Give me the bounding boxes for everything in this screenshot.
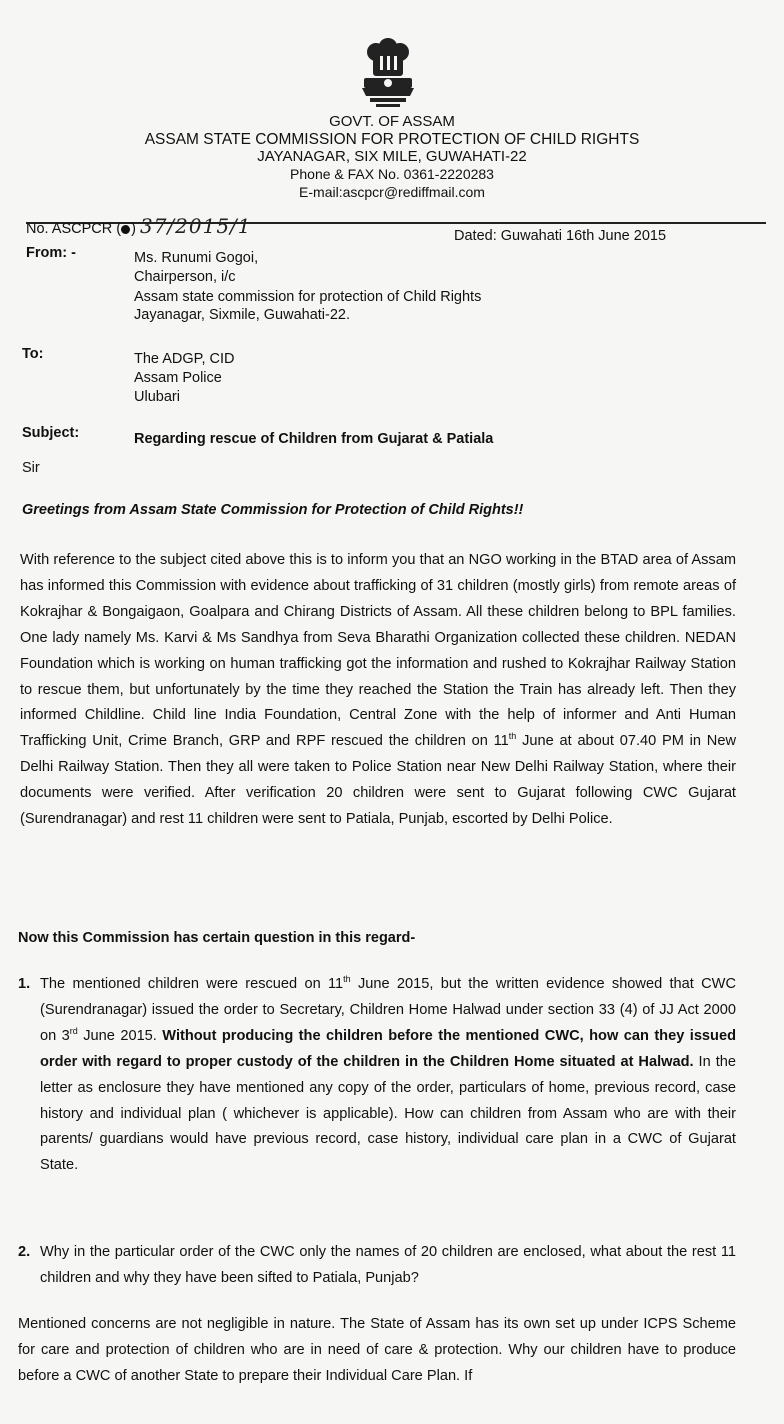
- from-line: Ms. Runumi Gogoi,: [134, 250, 259, 266]
- letterhead-commission: ASSAM STATE COMMISSION FOR PROTECTION OF CHILD RIGHTS: [144, 131, 640, 148]
- from-line: Jayanagar, Sixmile, Guwahati-22.: [134, 307, 350, 323]
- item-number: 2.: [18, 1244, 31, 1260]
- body-paragraph-last: Mentioned concerns are not negligible in nature. The State of Assam has its own set up under ICPS Scheme for care and protection of children who are in need of care & protection. Why our children have to produce before a CWC of another State to prepare their Individual Care Plan. If: [18, 1316, 736, 1384]
- letterhead-address: JAYANAGAR, SIX MILE, GUWAHATI-22: [257, 148, 527, 165]
- item1-text-1: The mentioned children were rescued on 11: [40, 976, 344, 992]
- item-number: 1.: [18, 976, 31, 992]
- para1-text-b: June at about 07.40 PM in New Delhi Railway Station. Then they all were taken to Police Station near New Delhi Railway Station, where their documents were verified. After verification 20 children were sent to Gujarat following CWC Gujarat (Surendranagar) and rest 11 children were sent to Patiala, Punjab, escorted by Delhi Police.: [20, 733, 737, 828]
- from-line: Assam state commission for protection of Child Rights: [134, 289, 482, 305]
- to-line: Assam Police: [134, 370, 222, 386]
- para1-text-a: With reference to the subject cited above this is to inform you that an NGO working in the BTAD area of Assam has informed this Commission with evidence about trafficking of 31 children (mostly girls) from remote areas of Kokrajhar & Bongaigaon, Goalpara and Chirang Districts of Assam. All these children belong to BPL families. One lady namely Ms. Karvi & Ms Sandhya from Seva Bharathi Organization collected these children. NEDAN Foundation which is working on human trafficking got the information and rushed to Kokrajhar Railway Station to rescue them, but unfortunately by the time they reached the Station the Train has already left. Then they informed Childline. Child line India Foundation, Central Zone with the help of informer and Anti Human Trafficking Unit, Crime Branch, GRP and RPF rescued the children on 11: [20, 552, 736, 750]
- question-item-2: [18, 1240, 736, 1292]
- letterhead-phone: Phone & FAX No. 0361-2220283: [290, 166, 494, 182]
- letterhead-govt: GOVT. OF ASSAM: [329, 113, 455, 130]
- reference-number: No. ASCPCR ( ) 37/2015/1: [26, 214, 252, 238]
- from-label: From: -: [26, 245, 76, 261]
- item1-text-4: In the letter as enclosure they have mentioned any copy of the order, particulars of home, previous record, case history and individual plan ( whichever is applicable). How can children from Assam who are with their parents/ guardians would have previous record, case history, individual care plan in a CWC of Gujarat State.: [40, 1053, 736, 1174]
- from-line: Chairperson, i/c: [134, 269, 236, 285]
- reference-prefix: No. ASCPCR (: [26, 221, 122, 237]
- to-line: The ADGP, CID: [134, 351, 235, 367]
- item1-text-3: June 2015.: [77, 1027, 163, 1044]
- state-emblem-icon: [356, 36, 420, 114]
- reference-handwritten: 37/2015/1: [139, 214, 252, 238]
- question-intro: Now this Commission has certain question in this regard-: [18, 930, 416, 946]
- item-text: Why in the particular order of the CWC only the names of 20 children are enclosed, what about the rest 11 children and why they have been sifted to Patiala, Punjab?: [40, 1244, 736, 1286]
- greeting-line: Greetings from Assam State Commission for Protection of Child Rights!!: [22, 502, 524, 518]
- item1-sup-1: th: [343, 974, 351, 985]
- question-item-1: [18, 972, 736, 1179]
- letterhead-email: E-mail:ascpcr@rediffmail.com: [299, 184, 485, 200]
- subject-text: Regarding rescue of Children from Gujarat & Patiala: [134, 431, 494, 447]
- reference-circle-mark: [121, 225, 130, 234]
- to-label: To:: [22, 346, 44, 362]
- item1-text-2: June 2015, but the written evidence showed that CWC (Surendranagar) issued the order to Secretary, Children Home Halwad under section 33 (4) of JJ Act 2000 on 3: [40, 976, 736, 1044]
- subject-label: Subject:: [22, 425, 80, 441]
- salutation: Sir: [22, 460, 40, 476]
- to-line: Ulubari: [134, 389, 180, 405]
- item1-bold-question: Without producing the children before the mentioned CWC, how can they issued order with regard to proper custody of the children in the Children Home situated at Halwad.: [40, 1027, 736, 1070]
- para1-sup: th: [508, 731, 517, 742]
- letter-date: Dated: Guwahati 16th June 2015: [454, 228, 667, 244]
- item-text: [40, 972, 736, 1179]
- body-paragraph-1: [20, 548, 736, 833]
- item1-sup-2: rd: [69, 1025, 78, 1036]
